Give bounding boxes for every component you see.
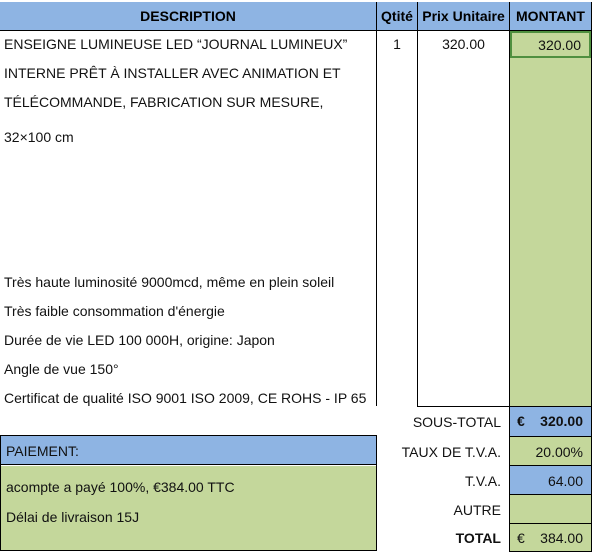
payment-title: [1, 436, 376, 465]
feature-line: Très faible consommation d'énergie: [4, 303, 225, 319]
feature-line: Très haute luminosité 9000mcd, même en plein soleil: [4, 274, 335, 290]
vat-rate-value: 20.00%: [510, 437, 591, 466]
payment-title-text: PAIEMENT:: [6, 443, 79, 459]
item-qty: 1: [393, 36, 401, 52]
item-description-line: TÉLÉCOMMANDE, FABRICATION SUR MESURE,: [4, 94, 324, 110]
feature-line: Certificat de qualité ISO 9001 ISO 2009, CE ROHS - IP 65: [4, 390, 367, 406]
total-label: TOTAL: [455, 530, 501, 546]
vat-value: 64.00: [510, 466, 591, 495]
feature-line: Angle de vue 150°: [4, 361, 119, 377]
header-qty: Qtité: [377, 2, 417, 30]
subtotal-cell: [510, 407, 591, 436]
total-currency: €: [517, 530, 525, 546]
item-unit-price: 320.00: [442, 36, 485, 52]
item-description-line: INTERNE PRÊT À INSTALLER AVEC ANIMATION ET: [4, 65, 341, 81]
total-value: 384.00: [540, 530, 583, 546]
payment-box: [0, 435, 377, 551]
item-amount: 320.00: [510, 31, 591, 58]
vat-label: T.V.A.: [464, 472, 501, 489]
header-amount: MONTANT: [510, 2, 591, 30]
amount-column-fill: [510, 31, 591, 406]
subtotal-currency: €: [517, 413, 525, 429]
payment-line: acompte a payé 100%, €384.00 TTC: [6, 479, 235, 495]
vat-rate-label: TAUX DE T.V.A.: [401, 443, 501, 460]
other-value: [510, 495, 591, 523]
total-cell: [510, 524, 591, 552]
subtotal-value: 320.00: [540, 413, 583, 429]
item-description-line: ENSEIGNE LUMINEUSE LED “JOURNAL LUMINEUX”: [4, 36, 348, 52]
feature-line: Durée de vie LED 100 000H, origine: Japon: [4, 332, 275, 348]
payment-line: Délai de livraison 15J: [6, 509, 140, 525]
other-label: AUTRE: [453, 501, 501, 518]
header-unit-price: Prix Unitaire: [418, 2, 509, 30]
header-description: DESCRIPTION: [0, 2, 376, 30]
payment-body: [1, 466, 376, 550]
item-description-line: 32×100 cm: [4, 129, 74, 145]
subtotal-label: SOUS-TOTAL: [412, 413, 501, 430]
